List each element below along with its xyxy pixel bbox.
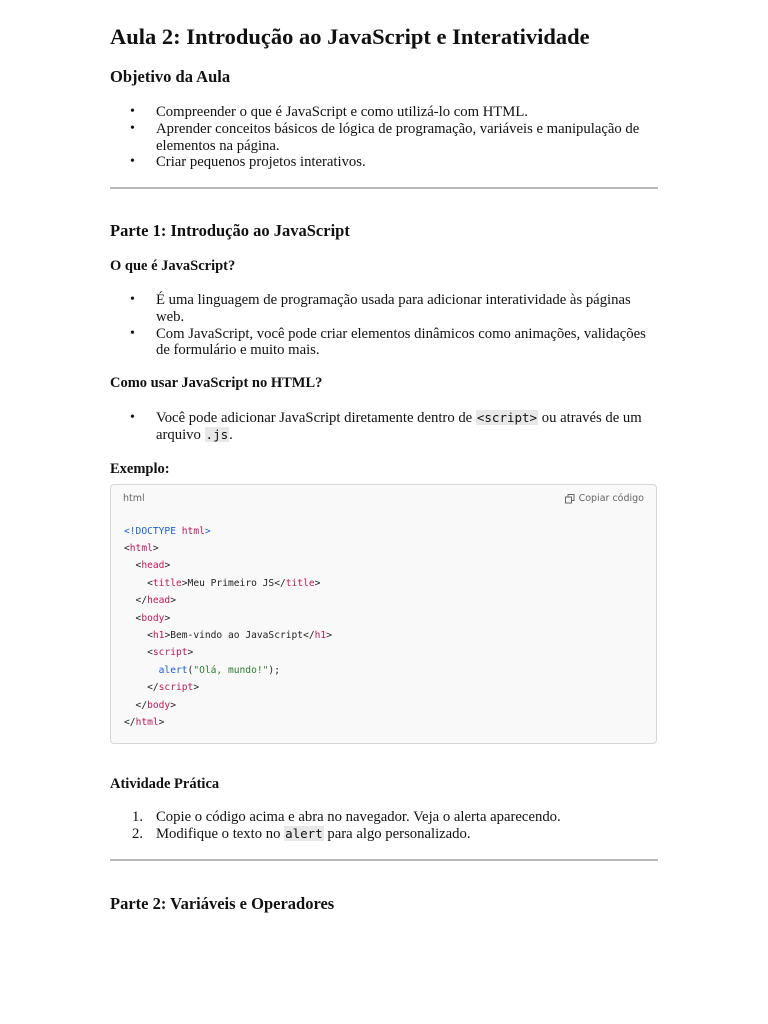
text: . [229, 426, 233, 443]
list-item: • É uma linguagem de programação usada para adicionar interatividade às páginas web. [110, 292, 658, 326]
section-heading-parte2: Parte 2: Variáveis e Operadores [110, 894, 335, 913]
oque-list [110, 292, 658, 359]
code-line: </html> [124, 717, 165, 728]
code-language-label: html [123, 493, 145, 504]
subheading-exemplo: Exemplo: [110, 461, 170, 477]
list-item [110, 410, 658, 444]
subheading-atividade: Atividade Prática [110, 776, 220, 792]
code-line: <html> [124, 543, 159, 554]
list-item [110, 809, 658, 826]
list-item: • Com JavaScript, você pode criar elementos dinâmicos como animações, validações de formulário e muito mais. [110, 326, 658, 360]
copy-icon [565, 494, 575, 504]
code-line: </head> [124, 595, 176, 606]
list-item: • Compreender o que é JavaScript e como utilizá-lo com HTML. [110, 104, 658, 121]
atividade-list [110, 809, 658, 843]
code-line: </script> [124, 682, 200, 693]
copy-code-button[interactable] [565, 493, 644, 504]
inline-code: alert [285, 825, 323, 841]
list-item: • Criar pequenos projetos interativos. [110, 154, 658, 171]
code-line: alert("Olá, mundo!"); [158, 665, 280, 676]
inline-code: .js [205, 426, 229, 442]
list-number: 1. [132, 809, 144, 825]
code-line: <title>Meu Primeiro JS</title> [124, 578, 321, 589]
code-line: </body> [124, 700, 176, 711]
page-title: Aula 2: Introdução ao JavaScript e Interatividade [110, 24, 590, 49]
divider [110, 859, 658, 861]
divider [110, 187, 658, 189]
code-line: <!DOCTYPE html> [124, 526, 211, 537]
code-line: <head> [124, 560, 171, 571]
text: Copie o código acima e abra no navegador. Veja o alerta aparecendo. [156, 809, 561, 825]
code-block [110, 484, 657, 744]
list-number: 2. [132, 825, 144, 842]
text: ou através de um arquivo [156, 410, 642, 443]
section-heading-parte1: Parte 1: Introdução ao JavaScript [110, 221, 350, 240]
text: para algo personalizado. [323, 825, 471, 842]
objetivo-list [110, 104, 658, 171]
subheading-oque: O que é JavaScript? [110, 258, 236, 274]
list-item [110, 826, 658, 843]
inline-code: <script> [476, 410, 538, 425]
copy-code-label: Copiar código [578, 493, 644, 504]
text: Modifique o texto no [156, 825, 285, 842]
code-line: <script> [124, 647, 194, 658]
como-list [110, 410, 658, 444]
text: Você pode adicionar JavaScript diretamente dentro de [156, 410, 476, 426]
code-line: <h1>Bem-vindo ao JavaScript</h1> [124, 630, 332, 641]
code-line: <body> [124, 613, 171, 624]
subheading-como: Como usar JavaScript no HTML? [110, 375, 323, 391]
list-item: • Aprender conceitos básicos de lógica de programação, variáveis e manipulação de elementos na página. [110, 121, 658, 155]
section-heading-objetivo: Objetivo da Aula [110, 67, 231, 86]
